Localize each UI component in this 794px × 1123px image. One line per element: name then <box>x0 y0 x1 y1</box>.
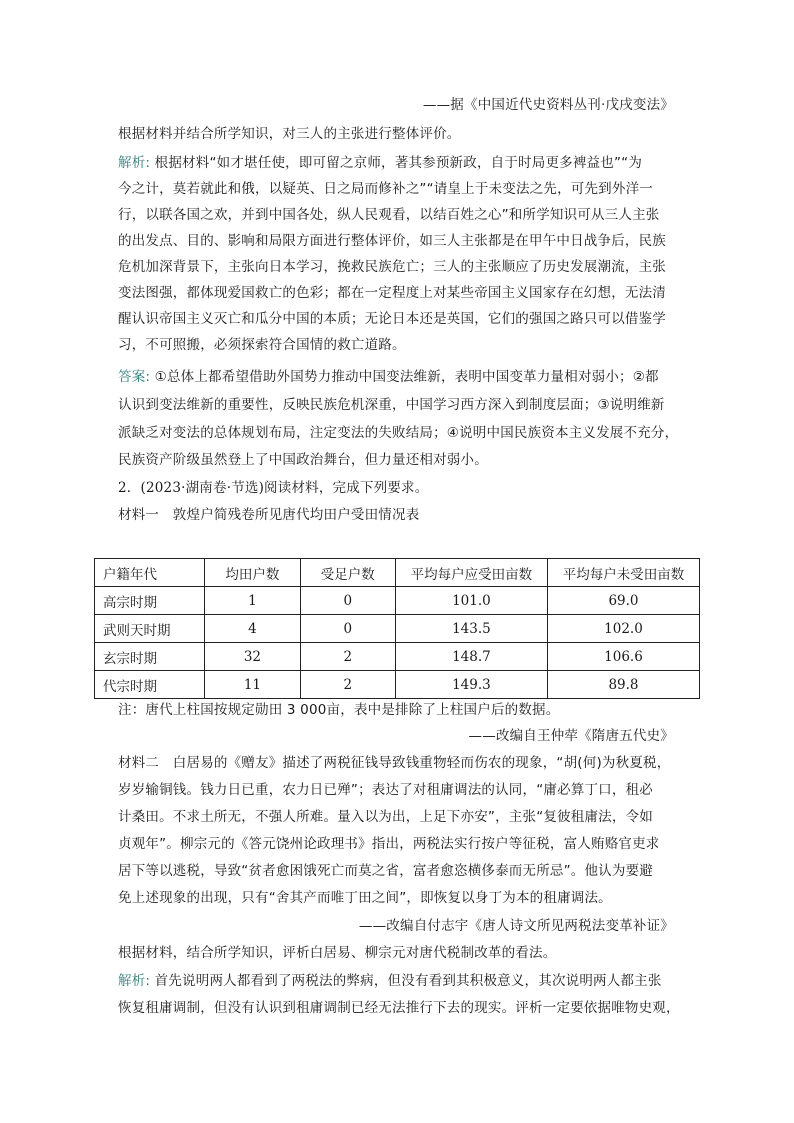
analysis-1-line-1: 今之计，莫若就此和俄，以疑英、日之局而修补之”“请皇上于未变法之先，可先到外洋一 <box>118 181 653 197</box>
analysis-1-line-2: 行，以联各国之欢，并到中国各处，纵人民观看，以结百姓之心”和所学知识可从三人主张 <box>118 207 660 223</box>
table-cell: 148.7 <box>395 643 547 671</box>
table-note: 注：唐代上柱国按规定勋田 3 000亩，表中是排除了上柱国户后的数据。 <box>118 702 560 718</box>
source-citation-1: ——据《中国近代史资料丛刊·戊戌变法》 <box>422 97 674 113</box>
table-cell: 1 <box>205 587 300 615</box>
table-cell: 高宗时期 <box>95 587 205 615</box>
table-header-cell: 均田户数 <box>205 559 300 587</box>
material-2-line-5: 免上述现象的出现，只有“舍其产而唯丁田之间”，即恢复以身丁为本的租庸调法。 <box>118 890 612 906</box>
table-cell: 101.0 <box>395 587 547 615</box>
answer-1-line-0: 答案: ①总体上都希望借助外国势力推动中国变法维新，表明中国变革力量相对弱小；②都 <box>118 369 659 385</box>
table-row <box>95 643 700 671</box>
table-cell: 玄宗时期 <box>95 643 205 671</box>
table-row <box>95 587 700 615</box>
table-cell: 2 <box>300 643 395 671</box>
material-2-line-0: 材料二 白居易的《赠友》描述了两税征钱导致钱重物轻而伤农的现象，“胡(何)为秋夏税， <box>118 755 671 771</box>
table-cell: 106.6 <box>547 643 699 671</box>
material-2-line-1: 岁岁输铜钱。钱力日已重，农力日已殚”；表达了对租庸调法的认同，“庸必算丁口，租必 <box>118 782 653 798</box>
analysis-label: 解析: <box>118 973 151 989</box>
table-cell: 代宗时期 <box>95 671 205 699</box>
table-header-cell: 平均每户应受田亩数 <box>395 559 547 587</box>
material-2-line-2: 计桑田。不求土所无，不强人所难。量入以为出，上足下亦安”，主张“复彼租庸法，令如 <box>118 809 653 825</box>
table-header-cell: 受足户数 <box>300 559 395 587</box>
material-2-line-3: 贞观年”。柳宗元的《答元饶州论政理书》指出，两税法实行按户等征税，富人贿赂官吏求 <box>118 836 660 852</box>
analysis-2-line-0: 解析: 首先说明两人都看到了两税法的弊病，但没有看到其积极意义，其次说明两人都主张 <box>118 973 662 989</box>
analysis-2-line-1: 恢复租庸调制，但没有认识到租庸调制已经无法推行下去的现实。评析一定要依据唯物史观， <box>118 1000 680 1016</box>
analysis-1-line-3: 的出发点、目的、影响和局限方面进行整体评价，如三人主张都是在甲午中日战争后，民族 <box>118 233 666 249</box>
land-distribution-table <box>94 558 700 699</box>
table-row <box>95 671 700 699</box>
answer-label: 答案: <box>118 369 151 385</box>
table-header-cell: 平均每户未受田亩数 <box>547 559 699 587</box>
table-header-cell: 户籍年代 <box>95 559 205 587</box>
material-2-line-4: 居下等以逃税，导致“贫者愈困饿死亡而莫之省，富者愈恣横侈泰而无所忌”。他认为要避 <box>118 863 653 879</box>
table-header-row <box>95 559 700 587</box>
table-cell: 32 <box>205 643 300 671</box>
analysis-1-line-5: 变法图强，都体现爱国救亡的色彩；都在一定程度上对某些帝国主义国家存在幻想，无法清 <box>118 285 666 301</box>
table-cell: 102.0 <box>547 615 699 643</box>
table-cell: 0 <box>300 615 395 643</box>
answer-1-line-1: 认识到变法维新的重要性，反映民族危机深重，中国学习西方深入到制度层面；③说明维新 <box>118 397 665 413</box>
question-2-title: 2．(2023·湖南卷·节选)阅读材料，完成下列要求。 <box>118 480 429 496</box>
table-cell: 武则天时期 <box>95 615 205 643</box>
table-cell: 0 <box>300 587 395 615</box>
table-cell: 143.5 <box>395 615 547 643</box>
table-cell: 149.3 <box>395 671 547 699</box>
table-cell: 2 <box>300 671 395 699</box>
analysis-label: 解析: <box>118 155 151 171</box>
table-cell: 4 <box>205 615 300 643</box>
table-cell: 69.0 <box>547 587 699 615</box>
answer-1-line-2: 派缺乏对变法的总体规划布局，注定变法的失败结局；④说明中国民族资本主义发展不充分， <box>118 425 679 441</box>
question-2: 根据材料，结合所学知识，评析白居易、柳宗元对唐代税制改革的看法。 <box>118 945 557 961</box>
analysis-1-line-4: 危机加深背景下，主张向日本学习，挽救民族危亡；三人的主张顺应了历史发展潮流，主张 <box>118 259 666 275</box>
material-1-title: 材料一 敦煌户简残卷所见唐代均田户受田情况表 <box>118 507 420 523</box>
table-cell: 11 <box>205 671 300 699</box>
analysis-1-line-6: 醒认识帝国主义灭亡和瓜分中国的本质；无论日本还是英国，它们的强国之路只可以借鉴学 <box>118 311 666 327</box>
table-cell: 89.8 <box>547 671 699 699</box>
answer-1-line-3: 民族资产阶级虽然登上了中国政治舞台，但力量还相对弱小。 <box>118 452 488 468</box>
analysis-1-line-0: 解析: 根据材料“如才堪任使，即可留之京师，著其参预新政，自于时局更多裨益也”“为 <box>118 155 643 171</box>
analysis-1-line-7: 习，不可照搬，必须探索符合国情的救亡道路。 <box>118 337 406 353</box>
question-1: 根据材料并结合所学知识，对三人的主张进行整体评价。 <box>118 126 461 142</box>
source-citation-3: ——改编自付志宇《唐人诗文所见两税法变革补证》 <box>358 918 674 934</box>
source-citation-2: ——改编自王仲荦《隋唐五代史》 <box>468 728 674 744</box>
table-row <box>95 615 700 643</box>
